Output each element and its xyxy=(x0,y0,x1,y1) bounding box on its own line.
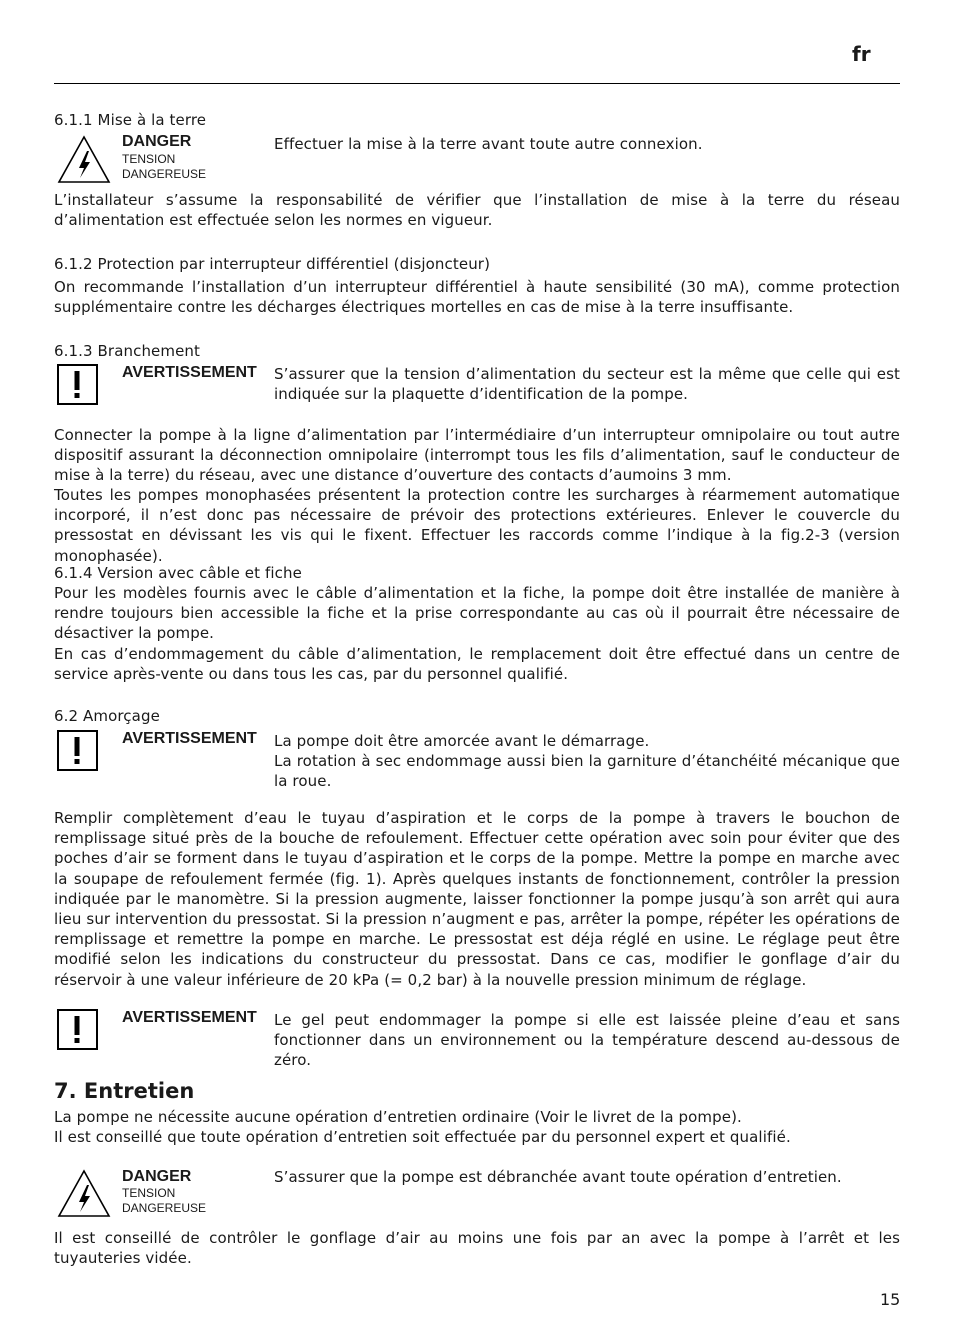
danger-sublabel-1: TENSION xyxy=(122,1186,176,1200)
section-heading-6-1-4: 6.1.4 Version avec câble et fiche xyxy=(54,564,302,582)
section-heading-6-1-1: 6.1.1 Mise à la terre xyxy=(54,111,207,129)
warning-text-frost: Le gel peut endommager la pompe si elle est laissée pleine d’eau et sans fonctionner dans un environnement ou la température descend au-dessous de zéro. xyxy=(274,1011,900,1070)
page-number: 15 xyxy=(880,1290,901,1309)
paragraph-maintenance-1: La pompe ne nécessite aucune opération d’entretien ordinaire (Voir le livret de la pompe). xyxy=(54,1108,742,1126)
danger-text-grounding: Effectuer la mise à la terre avant toute autre connexion. xyxy=(274,135,703,153)
paragraph-differential-switch: On recommande l’installation d’un interrupteur différentiel à haute sensibilité (30 mA), comme protection supplémentaire contre les décharges électriques mortelles en cas de mise à la terre insuffisante. xyxy=(54,278,900,317)
avertissement-label: AVERTISSEMENT xyxy=(122,1009,257,1026)
danger-label: DANGER xyxy=(122,133,192,150)
paragraph-air-check: Il est conseillé de contrôler le gonflage d’air au moins une fois par an avec la pompe à l’arrêt et les tuyauteries vidée. xyxy=(54,1229,900,1268)
warning-icon xyxy=(57,364,99,406)
danger-sublabel-2: DANGEREUSE xyxy=(122,167,207,181)
section-heading-7: 7. Entretien xyxy=(54,1079,195,1103)
paragraph-cable-damage: En cas d’endommagement du câble d’alimentation, le remplacement doit être effectué dans un centre de service après-vente ou dans tous les cas, par du personnel qualifié. xyxy=(54,645,900,684)
danger-sublabel-1: TENSION xyxy=(122,152,176,166)
high-voltage-icon xyxy=(57,135,111,185)
warning-text-voltage: S’assurer que la tension d’alimentation du secteur est la même que celle qui est indiquée sur la plaquette d’identification de la pompe. xyxy=(274,365,900,404)
avertissement-label: AVERTISSEMENT xyxy=(122,730,257,747)
high-voltage-icon xyxy=(57,1169,111,1219)
paragraph-grounding: L’installateur s’assume la responsabilité de vérifier que l’installation de mise à la terre du réseau d’alimentation est effectuée selon les normes en vigueur. xyxy=(54,191,900,230)
warning-text-dry-run: La rotation à sec endommage aussi bien la garniture d’étanchéité mécanique que la roue. xyxy=(274,752,900,791)
section-heading-6-1-2: 6.1.2 Protection par interrupteur différentiel (disjoncteur) xyxy=(54,255,491,273)
warning-icon xyxy=(57,730,99,772)
header-divider xyxy=(54,83,900,84)
avertissement-label: AVERTISSEMENT xyxy=(122,364,257,381)
section-heading-6-2: 6.2 Amorçage xyxy=(54,707,160,725)
paragraph-priming-procedure: Remplir complètement d’eau le tuyau d’aspiration et le corps de la pompe à travers le bouchon de remplissage situé près de la bouche de refoulement. Effectuer cette opération avec soin pour éviter que des poches d’air se forment dans le tuyau d’aspiration et le corps de la pompe. Mettre la pompe en marche avec la soupape de refoulement fermée (fig. 1). Après quelques instants de fonctionnement, contrôler la pression indiquée par le manomètre. Si la pression augmente, laisser fonctionner la pompe jusqu’à son arrêt qui aura lieu sur intervention du pressostat. Si la pression n’augment e pas, arrêter la pompe, répéter les opérations de remplissage et remettre la pompe en marche. Le pressostat est déja réglé en usine. Le réglage peut être modifié selon les indications du constructeur du pressostat. Dans ce cas, modifier le gonflage d’air du réservoir à une valeur inférieure de 20 kPa (= 0,2 bar) à la nouvelle pression minimum de réglage. xyxy=(54,809,900,989)
section-heading-6-1-3: 6.1.3 Branchement xyxy=(54,342,201,360)
danger-sublabel-2: DANGEREUSE xyxy=(122,1201,207,1215)
warning-icon xyxy=(57,1009,99,1051)
language-code: fr xyxy=(852,42,871,66)
warning-text-priming: La pompe doit être amorcée avant le démarrage. xyxy=(274,732,650,750)
paragraph-cable-plug: Pour les modèles fournis avec le câble d’alimentation et la fiche, la pompe doit être installée de manière à rendre toujours bien accessible la fiche et la prise correspondante au cas où il pourrait être nécessaire de désactiver la pompe. xyxy=(54,584,900,643)
danger-text-unplug: S’assurer que la pompe est débranchée avant toute opération d’entretien. xyxy=(274,1168,842,1186)
paragraph-overload-protection: Toutes les pompes monophasées présentent la protection contre les surcharges à réarmement automatique incorporé, il n’est donc pas nécessaire de prévoir des protections extérieures. Enlever le couvercle du pressostat en dévissant les vis qui le fixent. Effectuer les raccords comme l’indique à la fig.2-3 (version monophasée). xyxy=(54,486,900,565)
danger-label: DANGER xyxy=(122,1168,192,1185)
paragraph-maintenance-2: Il est conseillé que toute opération d’entretien soit effectuée par du personnel expert et qualifié. xyxy=(54,1128,791,1146)
paragraph-connection: Connecter la pompe à la ligne d’alimentation par l’intermédiaire d’un interrupteur omnipolaire ou tout autre dispositif assurant la déconnection omnipolaire (interrompt tous les fils d’alimentation, sauf le conducteur de mise à la terre) du réseau, avec une distance d’ouverture des contacts d’aumoins 3 mm. xyxy=(54,426,900,485)
